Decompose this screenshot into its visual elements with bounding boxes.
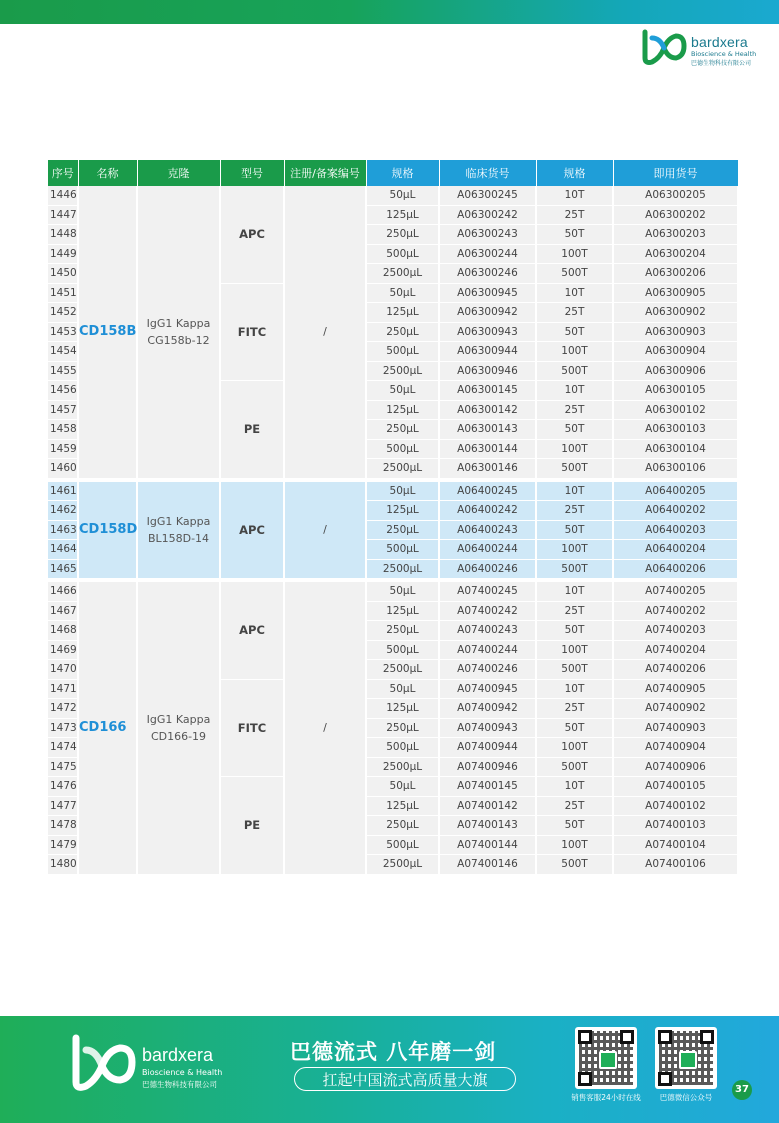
- cell-clinical-code: A06300244: [439, 244, 536, 264]
- cell-spec-volume: 125µL: [366, 796, 439, 816]
- cell-ready-code: A07400906: [613, 757, 738, 777]
- cell-spec-volume: 125µL: [366, 400, 439, 420]
- cell-seq: 1470: [48, 660, 78, 680]
- cell-spec-volume: 500µL: [366, 835, 439, 855]
- table-body: [48, 186, 738, 874]
- cell-seq: 1474: [48, 738, 78, 758]
- qr-corner-icon: [658, 1030, 672, 1044]
- cell-spec-tests: 100T: [536, 342, 613, 362]
- cell-registration: /: [284, 582, 366, 874]
- cell-clinical-code: A06300942: [439, 303, 536, 323]
- cell-clinical-code: A07400142: [439, 796, 536, 816]
- cell-clinical-code: A07400145: [439, 777, 536, 797]
- cell-clone: [137, 482, 220, 579]
- cell-spec-tests: 100T: [536, 439, 613, 459]
- clone-isotype: IgG1 Kappa: [146, 514, 211, 528]
- cell-clinical-code: A06400245: [439, 482, 536, 501]
- cell-type: APC: [220, 582, 284, 679]
- cell-seq: 1464: [48, 540, 78, 560]
- cell-spec-tests: 25T: [536, 601, 613, 621]
- cell-clinical-code: A06400246: [439, 559, 536, 579]
- cell-spec-volume: 50µL: [366, 482, 439, 501]
- cell-ready-code: A07400105: [613, 777, 738, 797]
- column-header: 注册/备案编号: [284, 160, 366, 186]
- column-header: 临床货号: [439, 160, 536, 186]
- cell-spec-tests: 10T: [536, 679, 613, 699]
- cell-ready-code: A06300206: [613, 264, 738, 284]
- page-number: 37: [732, 1080, 752, 1100]
- cell-spec-volume: 125µL: [366, 303, 439, 323]
- cell-clone: [137, 582, 220, 874]
- cell-spec-tests: 100T: [536, 540, 613, 560]
- cell-seq: 1467: [48, 601, 78, 621]
- cell-registration: /: [284, 186, 366, 478]
- brand-subtitle-en: Bioscience & Health: [691, 50, 757, 58]
- cell-spec-tests: 25T: [536, 303, 613, 323]
- cell-spec-volume: 500µL: [366, 439, 439, 459]
- cell-seq: 1468: [48, 621, 78, 641]
- cell-spec-volume: 50µL: [366, 381, 439, 401]
- cell-spec-tests: 10T: [536, 186, 613, 205]
- column-header: 规格: [536, 160, 613, 186]
- qr-logo-icon: [679, 1051, 697, 1069]
- cell-registration: /: [284, 482, 366, 579]
- cell-clinical-code: A07400942: [439, 699, 536, 719]
- qr-corner-icon: [620, 1030, 634, 1044]
- cell-spec-volume: 250µL: [366, 322, 439, 342]
- cell-seq: 1453: [48, 322, 78, 342]
- cell-ready-code: A07400902: [613, 699, 738, 719]
- footer-brand-subtitle-cn: 巴德生物科技有限公司: [142, 1080, 217, 1089]
- cell-spec-tests: 500T: [536, 361, 613, 381]
- cell-ready-code: A07400205: [613, 582, 738, 601]
- cell-seq: 1459: [48, 439, 78, 459]
- cell-clinical-code: A06400243: [439, 520, 536, 540]
- clone-id: CG158b-12: [147, 333, 210, 347]
- cell-spec-tests: 25T: [536, 699, 613, 719]
- cell-seq: 1475: [48, 757, 78, 777]
- cell-clinical-code: A07400945: [439, 679, 536, 699]
- cell-spec-tests: 500T: [536, 855, 613, 875]
- cell-ready-code: A07400206: [613, 660, 738, 680]
- cell-clinical-code: A06300944: [439, 342, 536, 362]
- footer-brand-name: bardxera: [142, 1045, 214, 1065]
- cell-clinical-code: A07400242: [439, 601, 536, 621]
- qr-wechat-label: 巴德微信公众号: [659, 1093, 713, 1102]
- column-header: 即用货号: [613, 160, 738, 186]
- cell-clinical-code: A06300145: [439, 381, 536, 401]
- cell-spec-volume: 50µL: [366, 777, 439, 797]
- cell-spec-tests: 50T: [536, 718, 613, 738]
- cell-ready-code: A06300202: [613, 205, 738, 225]
- cell-ready-code: A06300203: [613, 225, 738, 245]
- clone-isotype: IgG1 Kappa: [146, 316, 211, 330]
- cell-spec-tests: 500T: [536, 264, 613, 284]
- cell-ready-code: A06300902: [613, 303, 738, 323]
- cell-clinical-code: A07400245: [439, 582, 536, 601]
- cell-spec-tests: 500T: [536, 459, 613, 479]
- cell-type: APC: [220, 482, 284, 579]
- cell-ready-code: A06300106: [613, 459, 738, 479]
- cell-seq: 1447: [48, 205, 78, 225]
- cell-seq: 1457: [48, 400, 78, 420]
- cell-ready-code: A06300205: [613, 186, 738, 205]
- cell-type: FITC: [220, 283, 284, 381]
- cell-spec-volume: 250µL: [366, 816, 439, 836]
- cell-ready-code: A06400204: [613, 540, 738, 560]
- cell-clinical-code: A07400244: [439, 640, 536, 660]
- cell-spec-volume: 125µL: [366, 501, 439, 521]
- cell-seq: 1478: [48, 816, 78, 836]
- column-header: 型号: [220, 160, 284, 186]
- cell-clinical-code: A07400246: [439, 660, 536, 680]
- cell-spec-tests: 10T: [536, 381, 613, 401]
- table-row: [48, 186, 738, 205]
- cell-clinical-code: A07400946: [439, 757, 536, 777]
- brand-logo-top: [640, 28, 760, 66]
- cell-clinical-code: A06300242: [439, 205, 536, 225]
- cell-clinical-code: A07400944: [439, 738, 536, 758]
- cell-seq: 1456: [48, 381, 78, 401]
- table-header-row: [48, 160, 738, 186]
- cell-spec-tests: 500T: [536, 757, 613, 777]
- cell-seq: 1472: [48, 699, 78, 719]
- cell-clinical-code: A06300946: [439, 361, 536, 381]
- cell-clinical-code: A06400242: [439, 501, 536, 521]
- cell-spec-volume: 250µL: [366, 225, 439, 245]
- clone-isotype: IgG1 Kappa: [146, 712, 211, 726]
- cell-seq: 1450: [48, 264, 78, 284]
- qr-code-sales[interactable]: [575, 1027, 637, 1089]
- cell-spec-volume: 50µL: [366, 186, 439, 205]
- cell-spec-volume: 250µL: [366, 420, 439, 440]
- cell-ready-code: A06300204: [613, 244, 738, 264]
- cell-seq: 1477: [48, 796, 78, 816]
- cell-clinical-code: A06300146: [439, 459, 536, 479]
- cell-ready-code: A06300905: [613, 283, 738, 303]
- table-row: [48, 582, 738, 601]
- cell-spec-volume: 125µL: [366, 699, 439, 719]
- cell-seq: 1471: [48, 679, 78, 699]
- cell-ready-code: A07400102: [613, 796, 738, 816]
- cell-spec-volume: 50µL: [366, 283, 439, 303]
- cell-seq: 1480: [48, 855, 78, 875]
- cell-spec-tests: 50T: [536, 322, 613, 342]
- cell-clone: [137, 186, 220, 478]
- footer-brand-subtitle-en: Bioscience & Health: [142, 1068, 223, 1077]
- cell-spec-volume: 125µL: [366, 601, 439, 621]
- cell-spec-tests: 25T: [536, 400, 613, 420]
- cell-ready-code: A06400203: [613, 520, 738, 540]
- qr-logo-icon: [599, 1051, 617, 1069]
- cell-spec-volume: 250µL: [366, 621, 439, 641]
- clone-id: BL158D-14: [147, 531, 210, 545]
- cell-ready-code: A06300103: [613, 420, 738, 440]
- cell-spec-tests: 10T: [536, 482, 613, 501]
- cell-seq: 1454: [48, 342, 78, 362]
- cell-ready-code: A07400905: [613, 679, 738, 699]
- cell-clinical-code: A06300246: [439, 264, 536, 284]
- cell-spec-volume: 2500µL: [366, 660, 439, 680]
- cell-spec-tests: 25T: [536, 796, 613, 816]
- cell-product-name: CD158B: [78, 186, 137, 478]
- cell-seq: 1460: [48, 459, 78, 479]
- cell-spec-volume: 2500µL: [366, 264, 439, 284]
- cell-seq: 1462: [48, 501, 78, 521]
- cell-ready-code: A07400202: [613, 601, 738, 621]
- cell-spec-volume: 2500µL: [366, 361, 439, 381]
- cell-spec-volume: 250µL: [366, 718, 439, 738]
- cell-spec-tests: 500T: [536, 660, 613, 680]
- cell-ready-code: A06400205: [613, 482, 738, 501]
- cell-seq: 1448: [48, 225, 78, 245]
- cell-clinical-code: A06300943: [439, 322, 536, 342]
- cell-spec-tests: 10T: [536, 777, 613, 797]
- cell-seq: 1455: [48, 361, 78, 381]
- cell-spec-tests: 500T: [536, 559, 613, 579]
- cell-ready-code: A06300105: [613, 381, 738, 401]
- brand-name: bardxera: [691, 34, 748, 50]
- cell-clinical-code: A06300144: [439, 439, 536, 459]
- cell-clinical-code: A06300945: [439, 283, 536, 303]
- cell-ready-code: A06300102: [613, 400, 738, 420]
- bardxera-logo-icon: [70, 1034, 136, 1094]
- cell-seq: 1446: [48, 186, 78, 205]
- cell-seq: 1469: [48, 640, 78, 660]
- cell-seq: 1479: [48, 835, 78, 855]
- cell-seq: 1451: [48, 283, 78, 303]
- cell-spec-tests: 100T: [536, 835, 613, 855]
- cell-product-name: CD166: [78, 582, 137, 874]
- column-header: 序号: [48, 160, 78, 186]
- column-header: 克隆: [137, 160, 220, 186]
- cell-ready-code: A07400204: [613, 640, 738, 660]
- cell-clinical-code: A06300142: [439, 400, 536, 420]
- cell-spec-volume: 500µL: [366, 640, 439, 660]
- cell-spec-volume: 125µL: [366, 205, 439, 225]
- cell-spec-volume: 500µL: [366, 342, 439, 362]
- cell-ready-code: A06400206: [613, 559, 738, 579]
- cell-spec-tests: 10T: [536, 582, 613, 601]
- cell-seq: 1466: [48, 582, 78, 601]
- cell-type: PE: [220, 381, 284, 479]
- qr-sales-label: 销售客服24小时在线: [571, 1093, 641, 1102]
- footer-slogan-sub: 扛起中国流式高质量大旗: [294, 1067, 516, 1091]
- cell-spec-volume: 50µL: [366, 582, 439, 601]
- cell-ready-code: A06300104: [613, 439, 738, 459]
- brand-subtitle-cn: 巴德生物科技有限公司: [691, 60, 752, 67]
- cell-spec-tests: 100T: [536, 738, 613, 758]
- cell-ready-code: A07400106: [613, 855, 738, 875]
- qr-code-wechat[interactable]: [655, 1027, 717, 1089]
- cell-spec-tests: 100T: [536, 640, 613, 660]
- cell-clinical-code: A07400144: [439, 835, 536, 855]
- qr-corner-icon: [578, 1030, 592, 1044]
- cell-product-name: CD158D: [78, 482, 137, 579]
- cell-clinical-code: A07400146: [439, 855, 536, 875]
- cell-spec-tests: 50T: [536, 225, 613, 245]
- cell-spec-tests: 10T: [536, 283, 613, 303]
- cell-spec-volume: 250µL: [366, 520, 439, 540]
- cell-seq: 1461: [48, 482, 78, 501]
- cell-seq: 1476: [48, 777, 78, 797]
- product-table: [48, 160, 739, 875]
- cell-ready-code: A07400203: [613, 621, 738, 641]
- cell-clinical-code: A06400244: [439, 540, 536, 560]
- cell-seq: 1452: [48, 303, 78, 323]
- clone-id: CD166-19: [150, 729, 207, 743]
- cell-spec-volume: 500µL: [366, 738, 439, 758]
- cell-ready-code: A07400104: [613, 835, 738, 855]
- cell-ready-code: A07400103: [613, 816, 738, 836]
- footer-slogan-main: 巴德流式 八年磨一剑: [290, 1040, 497, 1064]
- cell-clinical-code: A06300245: [439, 186, 536, 205]
- cell-spec-volume: 2500µL: [366, 559, 439, 579]
- cell-ready-code: A07400903: [613, 718, 738, 738]
- cell-clinical-code: A07400143: [439, 816, 536, 836]
- cell-spec-tests: 25T: [536, 501, 613, 521]
- cell-type: APC: [220, 186, 284, 283]
- cell-ready-code: A06300906: [613, 361, 738, 381]
- cell-seq: 1458: [48, 420, 78, 440]
- cell-clinical-code: A07400243: [439, 621, 536, 641]
- cell-spec-tests: 50T: [536, 520, 613, 540]
- cell-spec-tests: 50T: [536, 420, 613, 440]
- cell-spec-volume: 500µL: [366, 244, 439, 264]
- column-header: 名称: [78, 160, 137, 186]
- cell-ready-code: A06400202: [613, 501, 738, 521]
- table-row: [48, 482, 738, 501]
- cell-ready-code: A06300903: [613, 322, 738, 342]
- cell-spec-volume: 2500µL: [366, 757, 439, 777]
- column-header: 规格: [366, 160, 439, 186]
- top-banner: [0, 0, 779, 24]
- cell-seq: 1465: [48, 559, 78, 579]
- cell-clinical-code: A07400943: [439, 718, 536, 738]
- cell-spec-tests: 50T: [536, 621, 613, 641]
- cell-seq: 1473: [48, 718, 78, 738]
- cell-seq: 1449: [48, 244, 78, 264]
- cell-spec-volume: 50µL: [366, 679, 439, 699]
- cell-spec-tests: 100T: [536, 244, 613, 264]
- qr-corner-icon: [700, 1030, 714, 1044]
- qr-corner-icon: [658, 1072, 672, 1086]
- cell-spec-tests: 50T: [536, 816, 613, 836]
- cell-ready-code: A06300904: [613, 342, 738, 362]
- cell-type: FITC: [220, 679, 284, 777]
- cell-seq: 1463: [48, 520, 78, 540]
- cell-clinical-code: A06300243: [439, 225, 536, 245]
- cell-spec-volume: 500µL: [366, 540, 439, 560]
- qr-corner-icon: [578, 1072, 592, 1086]
- footer-logo: [70, 1034, 240, 1094]
- cell-clinical-code: A06300143: [439, 420, 536, 440]
- cell-spec-volume: 2500µL: [366, 459, 439, 479]
- cell-spec-tests: 25T: [536, 205, 613, 225]
- cell-spec-volume: 2500µL: [366, 855, 439, 875]
- cell-type: PE: [220, 777, 284, 875]
- bardxera-logo-icon: [640, 28, 688, 66]
- cell-ready-code: A07400904: [613, 738, 738, 758]
